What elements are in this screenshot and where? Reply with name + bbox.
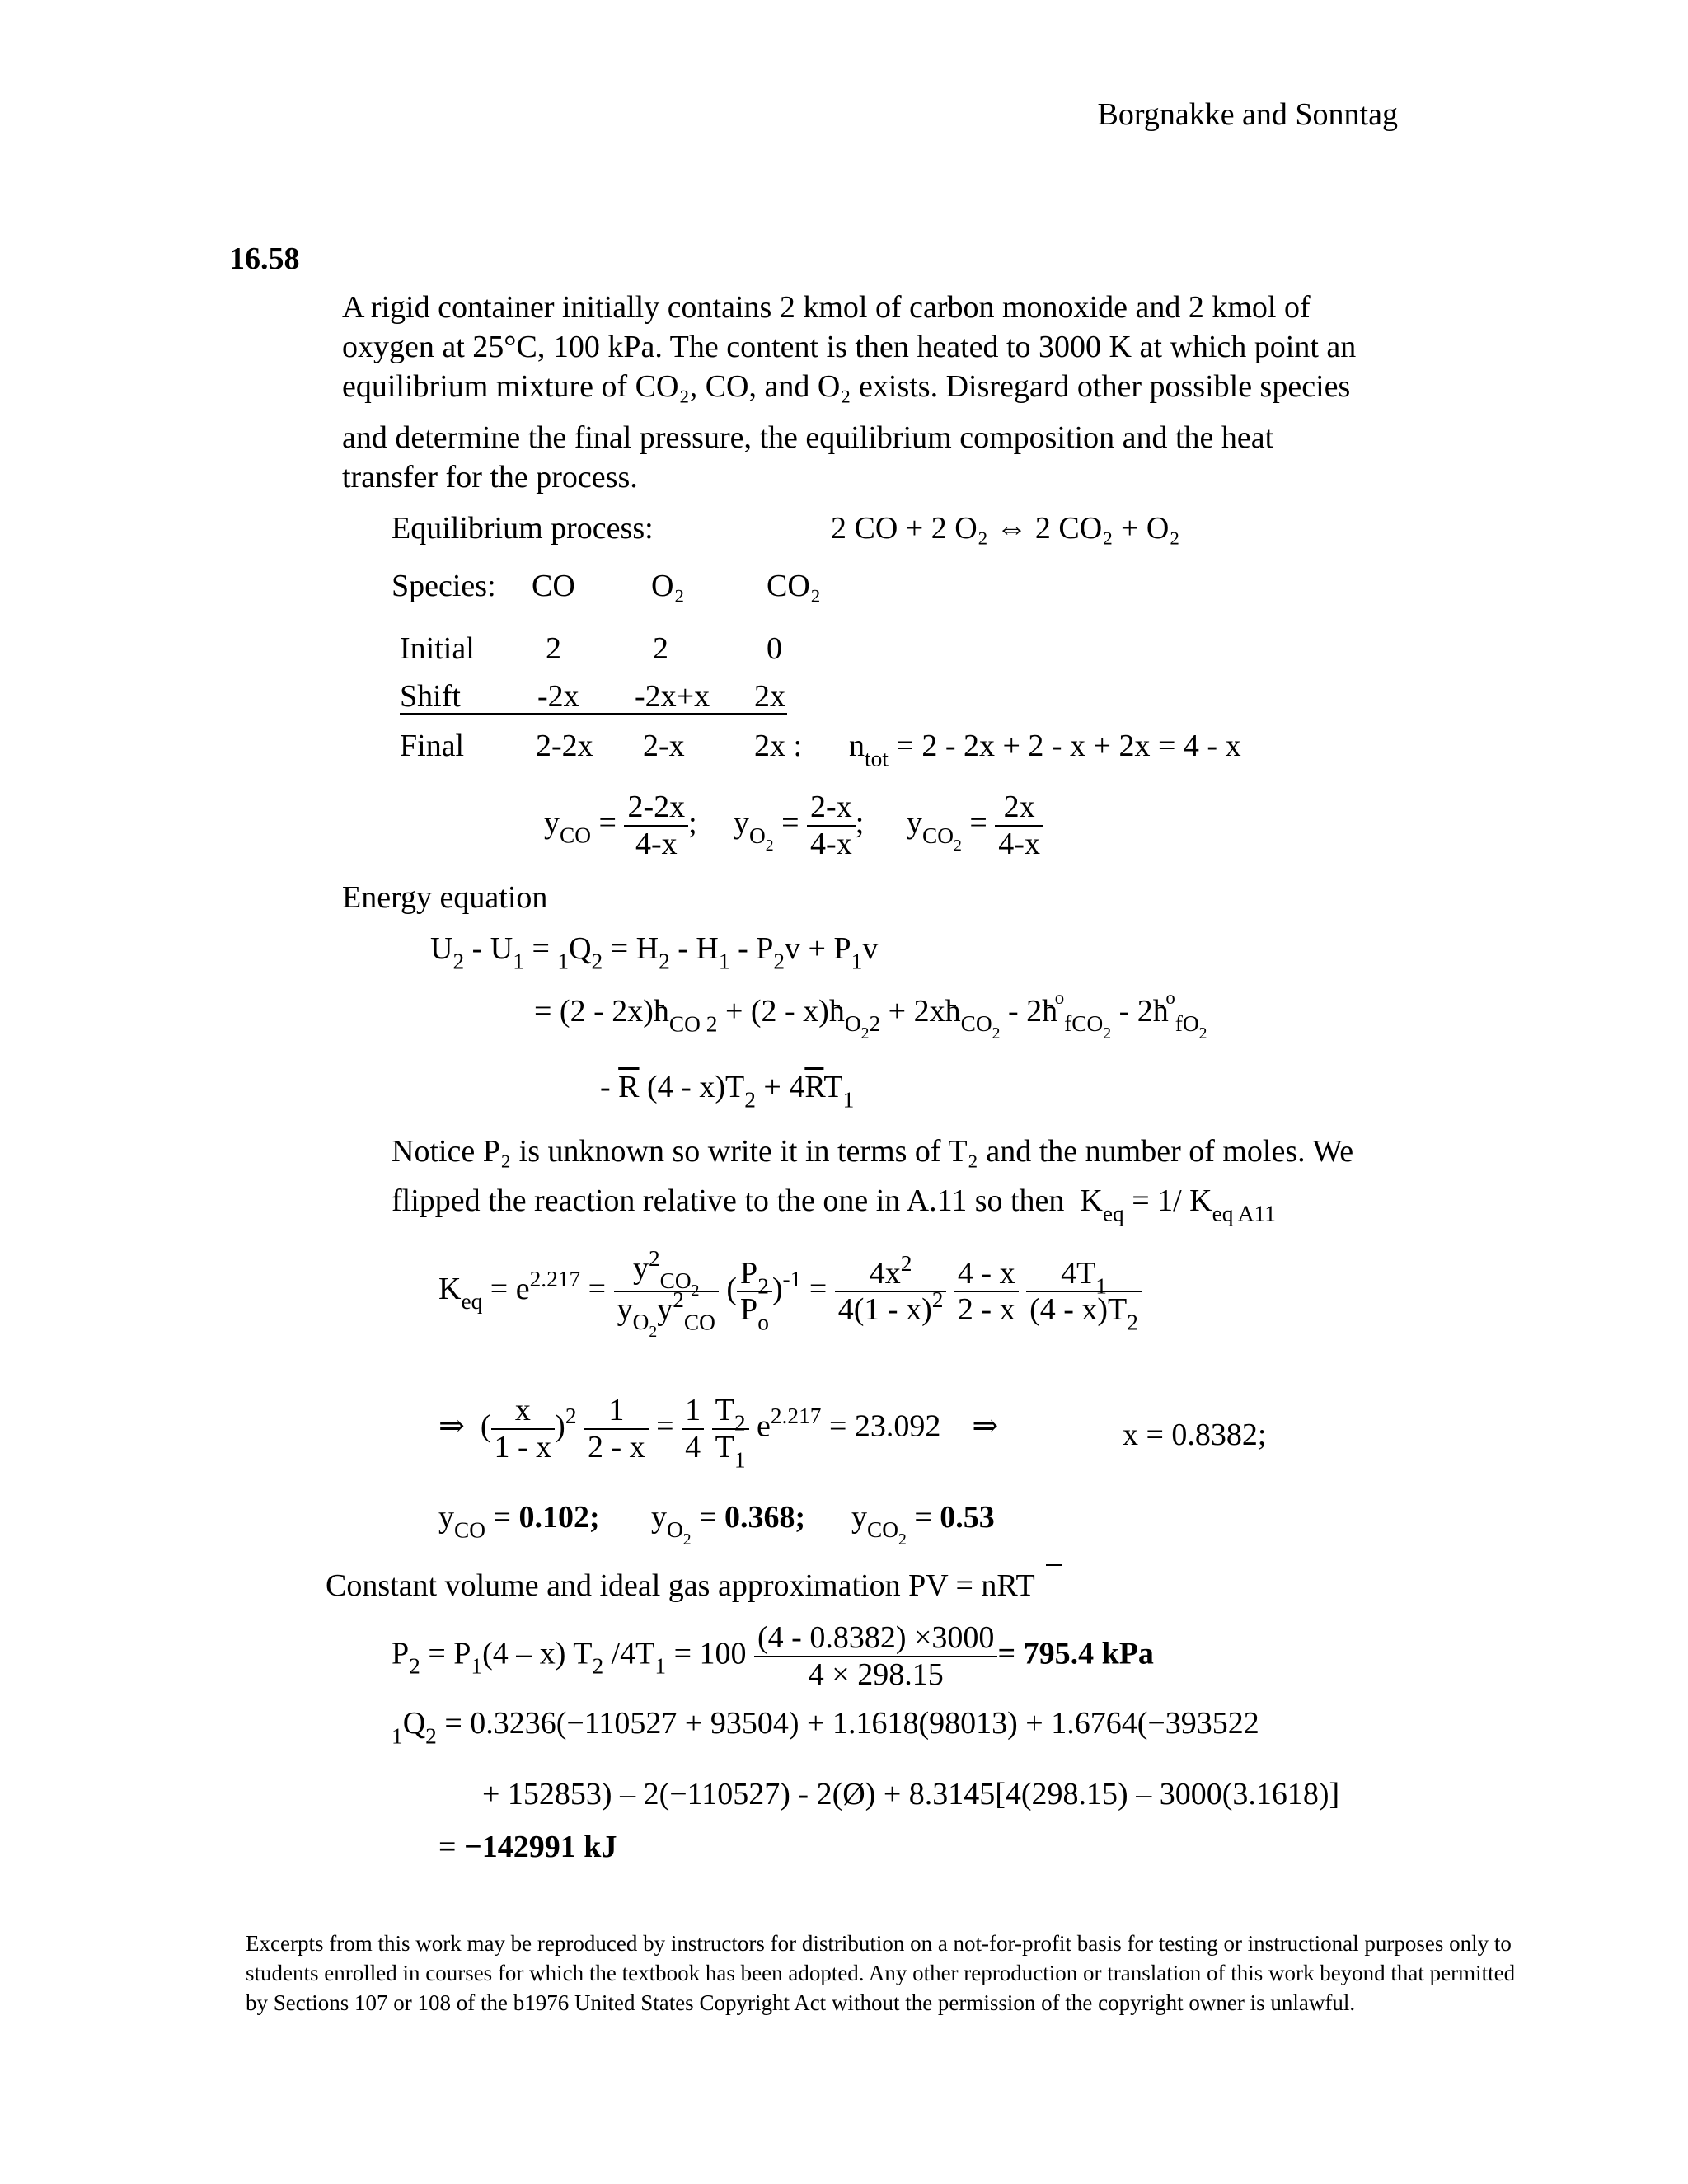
frac-num: 2-2x xyxy=(624,790,688,827)
y-co2-value: 0.53 xyxy=(940,1500,995,1535)
y-o2-value: 0.368 xyxy=(724,1500,795,1535)
result-y-co: $y_{CO} = 0.102$; xyxy=(438,1500,600,1543)
q-result: = −142991 kJ xyxy=(438,1830,617,1864)
solve-exponent: 2.217 xyxy=(770,1404,822,1429)
p2-equation: $P_2 = P_1(4 - x)$ $T_2$ $/4T_1 = 100$ $\frac{(4 - 0.8382) \times 3000}{4 \times 298.15}$ = 795.4 kPa xyxy=(392,1620,1154,1692)
table-cell: 2x xyxy=(754,679,785,714)
table-cell: 2 xyxy=(546,631,561,666)
p2-numerator: (4 - 0.8382) ×3000 xyxy=(754,1620,997,1657)
ideal-gas-line: Constant volume and ideal gas approximation PV = nRT xyxy=(326,1568,1035,1603)
energy-equation-line3: - $\overline{R}$ $(4 - x)T_2 + 4\overline{R}T_1$ xyxy=(600,1070,855,1113)
statement-line: oxygen at 25°C, 100 kPa. The content is then heated to 3000 K at which point an xyxy=(342,330,1357,364)
species-co2: CO₂ xyxy=(767,569,822,603)
statement-line: equilibrium mixture of CO₂, CO, and O₂ exists. Disregard other possible species xyxy=(342,369,1351,404)
r-bar-overline xyxy=(1046,1564,1062,1566)
row-label-shift: Shift xyxy=(400,679,461,714)
notice-line2: flipped the reaction relative to the one in A.11 so then $K_{eq} = 1/$ $K_{eq A11}$ xyxy=(392,1183,1276,1226)
solve-equation: ⇒ ( $\frac{x}{1 - x}$ )$^2$ $\frac{1}{2 - x}$ = $\frac{1}{4}$ $\frac{T_2}{T_1}$ $e^{2.217} = 23.092$ ⇒ xyxy=(438,1393,999,1472)
p2-result: = 795.4 kPa xyxy=(997,1636,1154,1671)
frac-num: 2-x xyxy=(807,790,856,827)
table-cell: 2-2x xyxy=(536,729,593,763)
equilibrium-label: Equilibrium process: xyxy=(392,511,654,546)
q-equation-line2: + 152853) – 2(−110527) - 2(Ø) + 8.3145[4(298.15) – 3000(3.1618)] xyxy=(482,1777,1340,1811)
mole-fraction-co2: $y_{CO_2}$ = $\frac{2x}{4-x}$ xyxy=(907,790,1043,861)
species-co: CO xyxy=(532,569,575,603)
notice-text: flipped the reaction relative to the one in A.11 so then xyxy=(392,1183,1065,1218)
row-label-final: Final xyxy=(400,729,465,763)
species-o2: O₂ xyxy=(651,569,685,603)
q-line1-text: = 0.3236(−110527 + 93504) + 1.1618(98013) + 1.6764(−393522 xyxy=(444,1706,1259,1741)
frac-den: 4-x xyxy=(810,826,852,861)
reaction-equation: 2 CO + 2 O₂ ⇔ 2 CO₂ + O₂ xyxy=(831,511,1180,546)
table-divider xyxy=(400,713,787,715)
frac-num: 2x xyxy=(995,790,1043,827)
table-cell: -2x xyxy=(537,679,579,714)
energy-label: Energy equation xyxy=(342,880,548,915)
solve-result: = 23.092 xyxy=(828,1408,941,1444)
frac-den: 4-x xyxy=(635,826,678,861)
energy-equation-line2: = $(2 - 2x)h_{CO 2} + (2 - x)h_{O_22} + 2xh_{CO_2} - 2h^o_{fCO_2} - 2h^o_{fO_2}$ xyxy=(534,987,1207,1043)
result-y-co2: $y_{CO_2} = 0.53$ xyxy=(851,1500,995,1549)
x-value: x = 0.8382; xyxy=(1123,1418,1267,1452)
n-total-expression: = 2 - 2x + 2 - x + 2x = 4 - x xyxy=(896,729,1241,763)
row-label-initial: Initial xyxy=(400,631,475,666)
table-cell: 2-x xyxy=(643,729,685,763)
statement-line: A rigid container initially contains 2 kmol of carbon monoxide and 2 kmol of xyxy=(342,290,1311,325)
statement-line: transfer for the process. xyxy=(342,460,638,494)
keq-a11-label: eq A11 xyxy=(1212,1201,1276,1226)
q-equation-line1: $_1Q_2 = 0.3236(-110527 + 93504) + 1.1618(98013) + 1.6764(-393522$ xyxy=(392,1706,1259,1749)
problem-number: 16.58 xyxy=(229,241,300,276)
species-label: Species: xyxy=(392,569,496,603)
energy-equation-line1: $U_2 - U_1 = _1Q_2 = H_2 - H_1 - P_2v + P_1v$ xyxy=(430,931,879,974)
mole-fraction-o2: $y_{O_2}$ = $\frac{2-x}{4-x}$ ; xyxy=(734,790,865,861)
keq-equation: $K_{eq} = e^{2.217}$ = $\frac{y^2_{CO_2}}{y_{O_2}y^2_{CO}}$ ( $\frac{P_2}{P_o}$ )$^{-1}$ = $\frac{4x^2}{4(1 - x)^2}$ $\frac{4 - x}{2 - x}$ $\frac{4T_1}{(4 - x)T_2}$ xyxy=(438,1251,1142,1332)
table-cell: -2x+x xyxy=(635,679,710,714)
copyright-footer: Excerpts from this work may be reproduced by instructors for distribution on a not-for-profit basis for testing or instructional purposes only to students enrolled in courses for which the textbook has been adopted. Any other reproduction or translation of this work beyond that permitted by Sections 107 or 108 of the b1976 United States Copyright Act without the permission of the copyright owner is unlawful. xyxy=(246,1931,1516,2015)
p2-denominator: 4 × 298.15 xyxy=(808,1657,944,1692)
table-cell: 2x : xyxy=(754,729,803,763)
mole-fraction-co: $y_{CO}$ = $\frac{2-2x}{4-x}$ ; xyxy=(544,790,697,861)
y-co-value: 0.102 xyxy=(518,1500,589,1535)
table-cell: 2 xyxy=(653,631,668,666)
keq-relation: = 1/ K xyxy=(1132,1183,1212,1218)
header-authors: Borgnakke and Sonntag xyxy=(1097,97,1398,132)
keq-exponent: 2.217 xyxy=(529,1266,581,1291)
result-y-o2: $y_{O_2} = 0.368$; xyxy=(651,1500,806,1549)
table-cell: 0 xyxy=(767,631,782,666)
statement-line: and determine the final pressure, the equilibrium composition and the heat xyxy=(342,420,1274,455)
n-total-equation: $n_{tot} = 2 - 2x + 2 - x + 2x = 4 - x$ xyxy=(849,729,1241,771)
frac-den: 4-x xyxy=(998,826,1040,861)
notice-line1: Notice P₂ is unknown so write it in terms of T₂ and the number of moles. We xyxy=(392,1134,1354,1169)
